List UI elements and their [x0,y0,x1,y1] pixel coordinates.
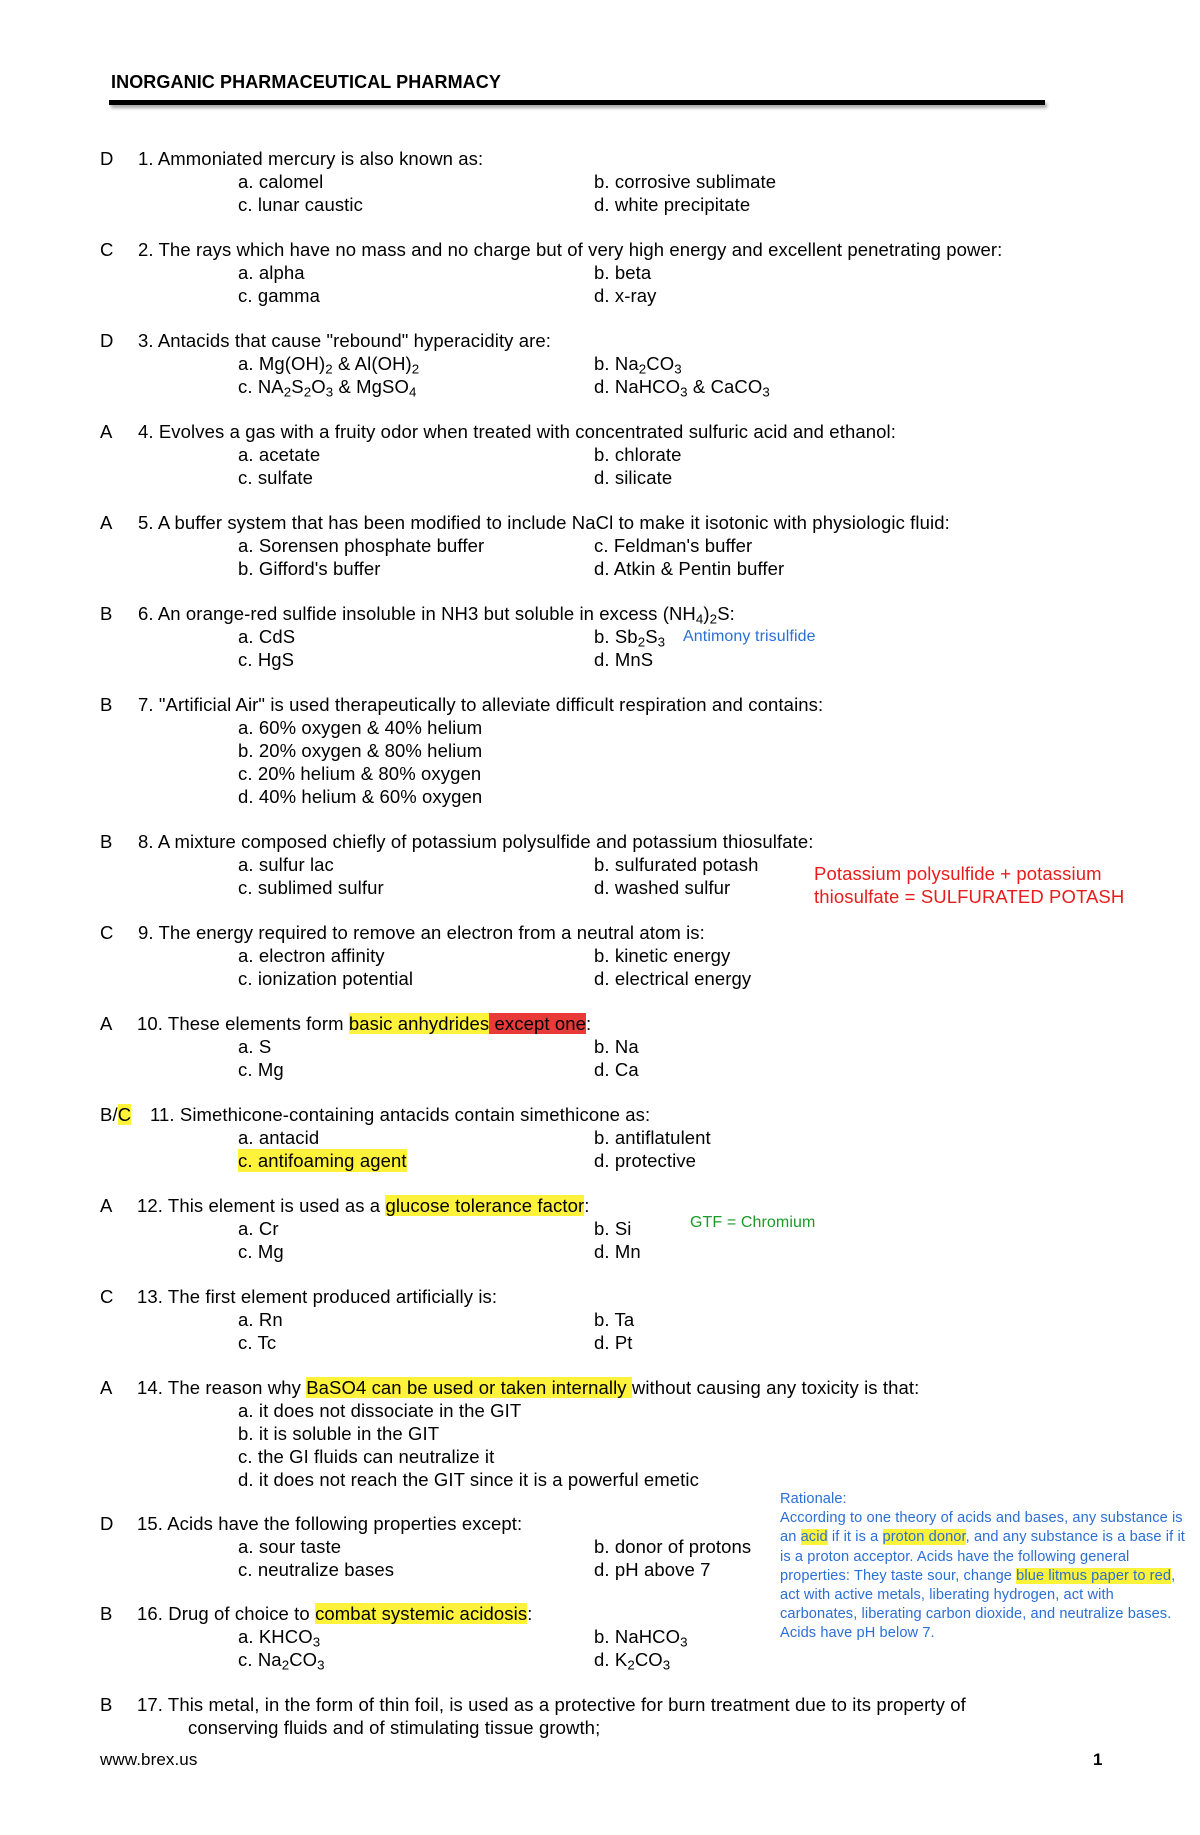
option-d: d. washed sulfur [594,877,731,898]
answer-key: C [100,1286,114,1307]
question-text: 4. Evolves a gas with a fruity odor when treated with concentrated sulfuric acid and ethanol: [138,421,896,442]
answer-key: A [100,1013,113,1034]
question-text: 6. An orange-red sulfide insoluble in NH3 but soluble in excess $(NH_4)_2S$: [138,603,735,627]
option-c: c. sulfate [238,467,314,488]
option-a: a. S [238,1036,272,1057]
option-c: c. Mg [238,1241,284,1262]
answer-key: B [100,1603,113,1624]
option-d: d. protective [594,1150,697,1171]
question-text: 3. Antacids that cause "rebound" hyperacidity are: [138,330,552,351]
document-title: INORGANIC PHARMACEUTICAL PHARMACY [111,72,501,92]
answer-key: A [100,1377,113,1398]
option-d: d. Mn [594,1241,641,1262]
option-a: a. acetate [238,444,321,465]
answer-key: B [100,1694,113,1715]
question-text: 14. The reason why BaSO4 can be used or taken internally without causing any toxicity is that: [137,1377,920,1398]
question-text: 10. These elements form basic anhydrides except one: [137,1013,592,1034]
question-text: 9. The energy required to remove an electron from a neutral atom is: [138,922,705,943]
question-text: 1. Ammoniated mercury is also known as: [138,148,484,169]
option-d: d. it does not reach the GIT since it is a powerful emetic [238,1469,699,1490]
option-b: b. NaHCO$_3$ [594,1626,688,1650]
option-c: c. neutralize bases [238,1559,395,1580]
option-a: a. electron affinity [238,945,385,966]
annotation-antimony-trisulfide: Antimony trisulfide [683,628,816,645]
option-c: c. gamma [238,285,321,306]
answer-key: D [100,330,114,351]
question-text: 15. Acids have the following properties except: [137,1513,523,1534]
annotation-sulfurated-potash: Potassium polysulfide + potassium thiosulfate = SULFURATED POTASH [814,863,1125,907]
option-b: b. chlorate [594,444,682,465]
option-c: c. lunar caustic [238,194,363,215]
footer-site: www.brex.us [100,1750,198,1769]
option-b: b. Ta [594,1309,635,1330]
rationale-note: Rationale: According to one theory of acids and bases, any substance is an acid if it is a proton donor, and any substance is a base if it is a proton acceptor. Acids have the following general properties: They taste sour, change blue litmus paper to red, act with active metals, liberating hydrogen, act with carbonates, liberating carbon dioxide, and neutralize bases. Acids have pH below 7. [780,1491,1185,1642]
option-a: a. alpha [238,262,305,283]
title-rule [109,100,1045,105]
option-c: c. ionization potential [238,968,414,989]
option-c: c. antifoaming agent [238,1150,407,1171]
option-b: b. sulfurated potash [594,854,759,875]
answer-key: B [100,603,113,624]
highlight-baso4: BaSO4 can be used or taken internally [306,1377,632,1398]
option-b: b. corrosive sublimate [594,171,777,192]
answer-key: B/C [100,1104,132,1125]
answer-key: A [100,1195,113,1216]
option-a: a. Rn [238,1309,283,1330]
question-text: 12. This element is used as a glucose tolerance factor: [137,1195,590,1216]
option-c: c. sublimed sulfur [238,877,384,898]
option-c: c. the GI fluids can neutralize it [238,1446,495,1467]
answer-key: C [100,922,114,943]
option-b: b. Si [594,1218,632,1239]
option-a: a. sulfur lac [238,854,334,875]
option-d: d. silicate [594,467,673,488]
option-b: b. donor of protons [594,1536,752,1557]
answer-key: A [100,421,113,442]
answer-key: B [100,694,113,715]
option-b: b. Na [594,1036,639,1057]
option-b: b. kinetic energy [594,945,731,966]
option-a: a. $KHCO_3$ [238,1626,321,1650]
option-d: d. $K_2CO_3$ [594,1649,671,1673]
option-a: a. it does not dissociate in the GIT [238,1400,522,1421]
option-b: b. 20% oxygen & 80% helium [238,740,483,761]
option-b: b. it is soluble in the GIT [238,1423,440,1444]
question-text: 5. A buffer system that has been modified to include NaCl to make it isotonic with physiologic fluid: [138,512,950,533]
option-a: a. CdS [238,626,296,647]
highlight-glucose-tolerance-factor: glucose tolerance factor [385,1195,585,1216]
option-c: c. 20% helium & 80% oxygen [238,763,482,784]
option-a: a. antacid [238,1127,320,1148]
option-d: d. pH above 7 [594,1559,711,1580]
answer-key: B [100,831,113,852]
answer-key: A [100,512,113,533]
question-text: 16. Drug of choice to combat systemic acidosis: [137,1603,533,1624]
option-b: b. $Na_2CO_3$ [594,353,682,377]
option-a: a. sour taste [238,1536,342,1557]
option-b: b. Gifford's buffer [238,558,381,579]
option-a: a. $Mg(OH)_2$ & $Al(OH)_2$ [238,353,420,377]
question-text: 7. "Artificial Air" is used therapeutically to alleviate difficult respiration and contains: [138,694,824,715]
answer-key: C [100,239,114,260]
answer-key: D [100,148,114,169]
option-c: c. Tc [238,1332,277,1353]
option-a: a. Cr [238,1218,279,1239]
option-c: c. HgS [238,649,295,670]
option-b: b. antiflatulent [594,1127,711,1148]
option-d: d. x-ray [594,285,657,306]
option-d: d. Ca [594,1059,639,1080]
option-c: c. Mg [238,1059,284,1080]
option-d: d. Atkin & Pentin buffer [594,558,785,579]
option-d: d. NaHCO$_3$ & CaCO$_3$ [594,376,770,400]
highlight-basic-anhydrides: basic anhydrides [348,1013,490,1034]
question-text: 13. The first element produced artificially is: [137,1286,498,1307]
highlight-except-one: except one [489,1013,587,1034]
option-c: c. $NA_2S_2O_3$ & MgSO$_4$ [238,376,417,400]
question-text-continued: conserving fluids and of stimulating tissue growth; [188,1717,601,1738]
option-b: b. beta [594,262,652,283]
highlight-combat-systemic-acidosis: combat systemic acidosis [315,1603,528,1624]
option-a: a. 60% oxygen & 40% helium [238,717,483,738]
option-d: d. MnS [594,649,654,670]
option-b: b. $Sb_2S_3$ [594,626,666,650]
question-text: 8. A mixture composed chiefly of potassium polysulfide and potassium thiosulfate: [138,831,814,852]
page-number: 1 [1093,1750,1103,1769]
option-d: d. white precipitate [594,194,751,215]
option-d: d. Pt [594,1332,633,1353]
option-d: d. electrical energy [594,968,752,989]
question-text: 2. The rays which have no mass and no charge but of very high energy and excellent penetrating power: [138,239,1003,260]
option-d: d. 40% helium & 60% oxygen [238,786,483,807]
question-text: 11. Simethicone-containing antacids contain simethicone as: [150,1104,651,1125]
option-a: a. calomel [238,171,324,192]
annotation-gtf-chromium: GTF = Chromium [690,1214,816,1231]
option-a: a. Sorensen phosphate buffer [238,535,485,556]
question-text: 17. This metal, in the form of thin foil, is used as a protective for burn treatment due to its property of [137,1694,966,1715]
answer-key: D [100,1513,114,1534]
option-c: c. Feldman's buffer [594,535,753,556]
option-c: c. $Na_2CO_3$ [238,1649,325,1673]
